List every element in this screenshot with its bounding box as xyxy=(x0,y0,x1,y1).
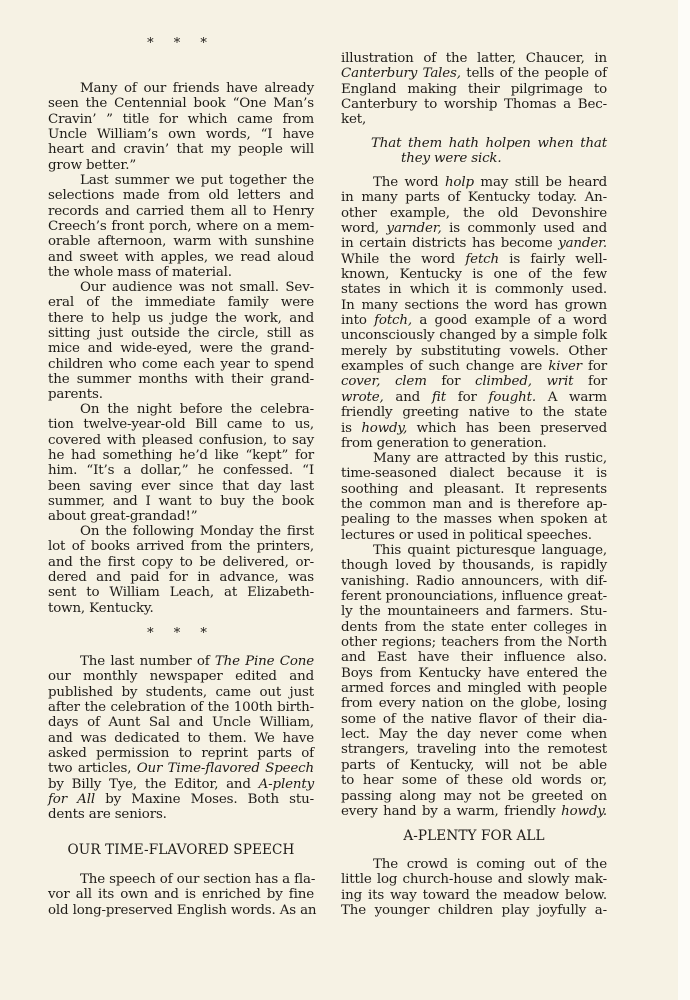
text-line: into fotch, a good example of a word xyxy=(341,313,607,329)
text-line: The crowd is coming out of the xyxy=(373,857,607,872)
text-line: two articles, Our Time-flavored Speech xyxy=(48,761,314,777)
section-heading-a-plenty-for-all: A-PLENTY FOR ALL xyxy=(403,828,545,844)
text-line: England making their pilgrimage to xyxy=(341,81,607,97)
text-line: and the first copy to be delivered, or- xyxy=(48,554,314,570)
text-line: dents are seniors. xyxy=(48,807,167,823)
text-line: ferent pronounciations, influence great- xyxy=(341,589,607,605)
paragraph-following-monday xyxy=(48,524,314,616)
text-line: is howdy, which has been preserved xyxy=(341,420,607,436)
section-separator: * * * xyxy=(147,626,215,641)
text-line: he had something he’d like “kept” for xyxy=(48,448,314,464)
quote-line: they were sick. xyxy=(401,151,502,167)
text-line: cover, clem for climbed, writ for xyxy=(341,374,607,390)
text-line: the common man and is therefore ap- xyxy=(341,497,607,513)
section-separator: * * * xyxy=(147,36,215,51)
text-line: seen the Centennial book “One Man’s xyxy=(48,96,314,112)
text-line: by Billy Tye, the Editor, and A-plenty xyxy=(48,776,314,792)
text-line: friendly greeting native to the state xyxy=(341,405,607,421)
text-line: dered and paid for in advance, was xyxy=(48,570,314,586)
text-line: passing along may not be greeted on xyxy=(341,788,607,804)
text-line: wrote, and fit for fought. A warm xyxy=(341,389,607,405)
text-line: after the celebration of the 100th birth- xyxy=(48,700,314,716)
text-line: there to help us judge the work, and xyxy=(48,310,314,326)
text-line: sitting just outside the circle, still as xyxy=(48,326,314,342)
text-line: Cravin’ ” title for which came from xyxy=(48,111,314,127)
text-line: This quaint picturesque language, xyxy=(373,543,607,558)
text-line: states in which it is commonly used. xyxy=(341,282,607,298)
text-line: sent to William Leach, at Elizabeth- xyxy=(48,585,314,601)
paragraph-rustic-dialect xyxy=(341,451,607,543)
text-line: and East have their influence also. xyxy=(341,650,607,666)
quote-line: That them hath holpen when that xyxy=(371,136,607,151)
quotation-chaucer xyxy=(341,136,607,167)
text-line: him. “It’s a dollar,” he confessed. “I xyxy=(48,463,314,479)
text-line: Creech’s front porch, where on a mem- xyxy=(48,219,314,235)
text-line: Our audience was not small. Sev- xyxy=(80,280,314,295)
text-line: town, Kentucky. xyxy=(48,600,154,616)
text-line: Boys from Kentucky have entered the xyxy=(341,665,607,681)
text-line: merely by substituting vowels. Other xyxy=(341,343,607,359)
paragraph-crowd xyxy=(341,857,607,918)
paragraph-pine-cone xyxy=(48,654,314,823)
text-line: armed forces and mingled with people xyxy=(341,681,607,697)
text-line: heart and cravin’ that my people will xyxy=(48,142,314,158)
text-line: ket, xyxy=(341,112,367,128)
text-line: and sweet with apples, we read aloud xyxy=(48,249,314,265)
text-line: Canterbury to worship Thomas a Bec- xyxy=(341,97,607,113)
text-line: In many sections the word has grown xyxy=(341,297,607,313)
text-line: other example, the old Devonshire xyxy=(341,205,607,221)
text-line: known, Kentucky is one of the few xyxy=(341,267,607,283)
text-line: our monthly newspaper edited and xyxy=(48,669,314,685)
text-line: The younger children play joyfully a- xyxy=(341,903,607,919)
text-line: lect. May the day never come when xyxy=(341,727,607,743)
text-line: records and carried them all to Henry xyxy=(48,203,314,219)
text-line: time-seasoned dialect because it is xyxy=(341,466,607,482)
text-line: little log church-house and slowly mak- xyxy=(341,872,607,888)
paragraph-audience xyxy=(48,280,314,403)
text-line: tion twelve-year-old Bill came to us, xyxy=(48,417,314,433)
text-line: every hand by a warm, friendly howdy. xyxy=(341,803,607,819)
text-line: and was dedicated to them. We have xyxy=(48,730,314,746)
text-line: strangers, traveling into the remotest xyxy=(341,742,607,758)
text-line: some of the native flavor of their dia- xyxy=(341,711,607,727)
text-line: examples of such change are kiver for xyxy=(341,359,607,375)
text-line: orable afternoon, warm with sunshine xyxy=(48,234,314,250)
text-line: grow better.” xyxy=(48,157,137,173)
text-line: mice and wide-eyed, were the grand- xyxy=(48,341,314,357)
text-line: ing its way toward the meadow below. xyxy=(341,887,607,903)
text-line: covered with pleased confusion, to say xyxy=(48,432,314,448)
text-line: The speech of our section has a fla- xyxy=(80,872,316,887)
text-line: the summer months with their grand- xyxy=(48,372,314,388)
text-line: The last number of The Pine Cone xyxy=(80,654,314,669)
text-line: in many parts of Kentucky today. An- xyxy=(341,190,607,206)
text-line: lectures or used in political speeches. xyxy=(341,527,592,543)
text-line: The word holp may still be heard xyxy=(373,175,607,190)
text-line: pealing to the masses when spoken at xyxy=(341,512,607,528)
text-line: summer, and I want to buy the book xyxy=(48,494,314,510)
text-line: unconsciously changed by a simple folk xyxy=(341,328,607,344)
text-line: for All by Maxine Moses. Both stu- xyxy=(48,792,314,808)
text-line: asked permission to reprint parts of xyxy=(48,746,314,762)
text-line: about great-grandad!” xyxy=(48,509,198,525)
text-line: Uncle William’s own words, “I have xyxy=(48,127,314,143)
text-line: On the following Monday the first xyxy=(80,524,314,539)
section-heading-time-flavored-speech: OUR TIME-FLAVORED SPEECH xyxy=(67,842,295,858)
paragraph-night-before xyxy=(48,402,314,525)
paragraph-centennial-book xyxy=(48,81,314,173)
page-edge xyxy=(678,0,690,1000)
text-line: vor all its own and is enriched by fine xyxy=(48,887,314,903)
text-line: lot of books arrived from the printers, xyxy=(48,539,314,555)
paragraph-vanishing-language xyxy=(341,543,607,819)
text-line: parts of Kentucky, will not be able xyxy=(341,757,607,773)
text-line: from generation to generation. xyxy=(341,435,547,451)
text-line: old long-preserved English words. As an xyxy=(48,902,317,918)
text-line: Many of our friends have already xyxy=(80,81,314,96)
text-line: parents. xyxy=(48,387,103,403)
text-line: days of Aunt Sal and Uncle William, xyxy=(48,715,314,731)
text-line: dents from the state enter colleges in xyxy=(341,619,607,635)
text-line: selections made from old letters and xyxy=(48,188,314,204)
text-line: word, yarnder, is commonly used and xyxy=(341,221,607,237)
text-line: Many are attracted by this rustic, xyxy=(373,451,607,466)
text-line: children who come each year to spend xyxy=(48,356,314,372)
paragraph-chaucer xyxy=(341,51,607,128)
text-line: While the word fetch is fairly well- xyxy=(341,251,607,267)
text-line: soothing and pleasant. It represents xyxy=(341,481,607,497)
text-line: ly the mountaineers and farmers. Stu- xyxy=(341,604,607,620)
text-line: Last summer we put together the xyxy=(80,173,314,188)
text-line: from every nation on the globe, losing xyxy=(341,696,607,712)
text-line: the whole mass of material. xyxy=(48,265,232,281)
text-line: vanishing. Radio announcers, with dif- xyxy=(341,573,607,589)
text-line: to hear some of these old words or, xyxy=(341,773,607,789)
text-line: though loved by thousands, is rapidly xyxy=(341,558,607,574)
text-line: Canterbury Tales, tells of the people of xyxy=(341,66,607,82)
text-line: eral of the immediate family were xyxy=(48,295,314,311)
paragraph-speech-of-section xyxy=(48,872,317,918)
text-line: illustration of the latter, Chaucer, in xyxy=(341,51,607,66)
text-line: in certain districts has become yander. xyxy=(341,236,607,252)
text-line: On the night before the celebra- xyxy=(80,402,314,417)
text-line: published by students, came out just xyxy=(48,684,314,700)
text-line: other regions; teachers from the North xyxy=(341,635,607,651)
paragraph-word-holp xyxy=(341,175,607,451)
text-line: been saving ever since that day last xyxy=(48,478,314,494)
paragraph-last-summer xyxy=(48,173,314,280)
